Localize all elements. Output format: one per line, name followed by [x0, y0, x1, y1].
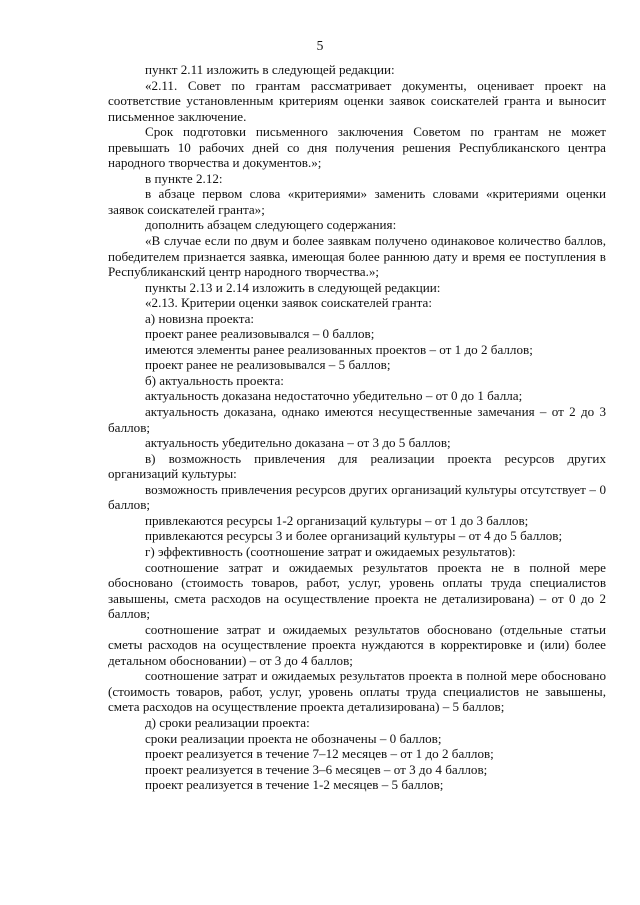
paragraph: г) эффективность (соотношение затрат и ожидаемых результатов):: [145, 543, 516, 559]
paragraph: актуальность доказана недостаточно убедительно – от 0 до 1 балла;: [145, 388, 523, 404]
paragraph: проект реализуется в течение 1-2 месяцев – 5 баллов;: [145, 777, 444, 793]
document-body: [108, 62, 606, 793]
paragraph: «2.13. Критерии оценки заявок соискателей гранта:: [145, 295, 433, 311]
paragraph: дополнить абзацем следующего содержания:: [145, 217, 397, 233]
paragraph: проект реализуется в течение 3–6 месяцев – от 3 до 4 баллов;: [145, 761, 488, 777]
paragraph: а) новизна проекта:: [145, 310, 255, 326]
paragraph: «2.11. Совет по грантам рассматривает документы, оценивает проект на соответствие установленным критериям оценки заявок соискателей гранта и выносит письменное заключение.: [108, 77, 606, 124]
paragraph: в пункте 2.12:: [145, 170, 223, 186]
paragraph: «В случае если по двум и более заявкам получено одинаковое количество баллов, победителем признается заявка, имеющая более раннюю дату и время ее поступления в Республиканский центр народного творчества.»;: [108, 233, 606, 280]
paragraph: в абзаце первом слова «критериями» заменить словами «критериями оценки заявок соискателей гранта»;: [108, 186, 606, 217]
paragraph: в) возможность привлечения для реализации проекта ресурсов других организаций культуры:: [108, 450, 606, 482]
paragraph: соотношение затрат и ожидаемых результатов обосновано (отдельные статьи сметы расходов на осуществление проекта нуждаются в корректировке и (или) более детальном обосновании) – от 3 до 4 баллов;: [108, 621, 606, 668]
paragraph: пункт 2.11 изложить в следующей редакции:: [145, 62, 395, 77]
paragraph: привлекаются ресурсы 1-2 организаций культуры – от 1 до 3 баллов;: [145, 512, 529, 528]
paragraph: возможность привлечения ресурсов других организаций культуры отсутствует – 0 баллов;: [108, 481, 606, 513]
paragraph: имеются элементы ранее реализованных проектов – от 1 до 2 баллов;: [145, 341, 533, 357]
paragraph: д) сроки реализации проекта:: [145, 714, 310, 730]
paragraph: б) актуальность проекта:: [145, 372, 284, 388]
paragraph: проект ранее реализовывался – 0 баллов;: [145, 326, 375, 342]
paragraph: соотношение затрат и ожидаемых результатов проекта не в полной мере обосновано (стоимость товаров, работ, услуг, уровень оплаты труда специалистов завышены, смета расходов на осуществление проекта не детализирована) – от 0 до 2 баллов;: [108, 559, 606, 622]
paragraph: проект реализуется в течение 7–12 месяцев – от 1 до 2 баллов;: [145, 746, 494, 762]
paragraph: проект ранее не реализовывался – 5 баллов;: [145, 357, 391, 373]
paragraph: соотношение затрат и ожидаемых результатов проекта в полной мере обосновано (стоимость товаров, работ, услуг, уровень оплаты труда специалистов не завышены, смета расходов на осуществление проекта детализирована) – 5 баллов;: [108, 668, 606, 715]
paragraph: актуальность доказана, однако имеются несущественные замечания – от 2 до 3 баллов;: [108, 404, 606, 435]
paragraph: привлекаются ресурсы 3 и более организаций культуры – от 4 до 5 баллов;: [145, 528, 563, 544]
paragraph: пункты 2.13 и 2.14 изложить в следующей редакции:: [145, 279, 441, 295]
paragraph: Срок подготовки письменного заключения Советом по грантам не может превышать 10 рабочих дней со дня получения решения Республиканского центра народного творчества и документов.»;: [108, 124, 606, 171]
paragraph: актуальность убедительно доказана – от 3 до 5 баллов;: [145, 435, 451, 451]
page-number: 5: [316, 38, 324, 53]
paragraph: сроки реализации проекта не обозначены – 0 баллов;: [145, 730, 442, 746]
